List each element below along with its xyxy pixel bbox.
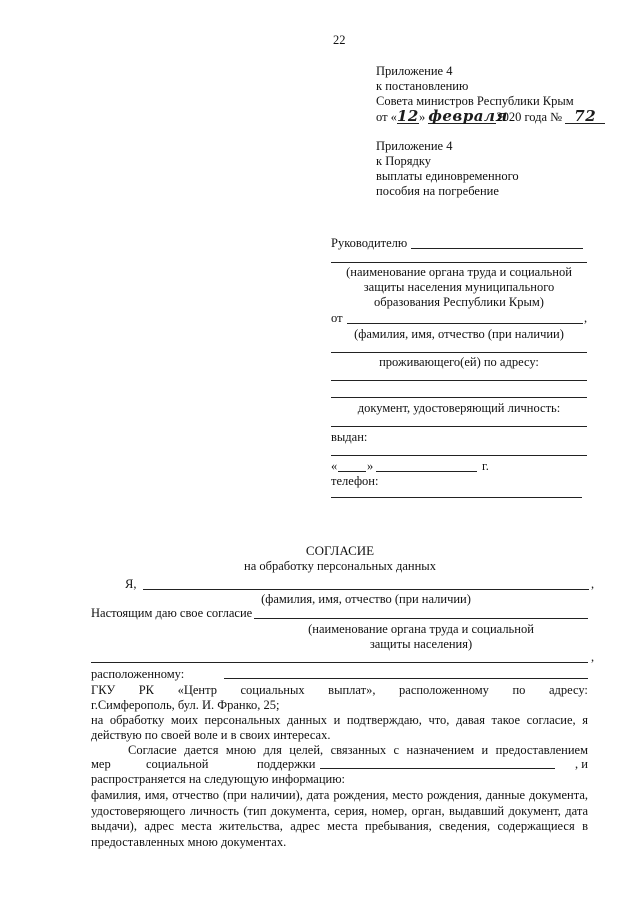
i-label: Я, bbox=[125, 577, 137, 591]
address-line-2[interactable] bbox=[331, 397, 587, 398]
consent-org-hint-1: (наименование органа труда и социальной bbox=[308, 622, 534, 636]
org-fill-line[interactable] bbox=[331, 262, 587, 263]
consent-org-line[interactable] bbox=[254, 618, 588, 619]
address-label: проживающего(ей) по адресу: bbox=[379, 355, 539, 369]
from-fill-line[interactable] bbox=[347, 323, 583, 324]
gku-word: РК bbox=[138, 683, 155, 697]
appendix2-line1: Приложение 4 bbox=[376, 139, 453, 153]
processing-line-1: на обработку моих персональных данных и подтверждаю, что, давая такое согласие, я bbox=[91, 713, 588, 727]
doc-label: документ, удостоверяющий личность: bbox=[357, 401, 561, 415]
gku-line bbox=[91, 683, 588, 697]
located-label: расположенному: bbox=[91, 667, 185, 681]
give-consent-label: Настоящим даю свое согласие bbox=[91, 606, 253, 620]
issued-line[interactable] bbox=[331, 455, 587, 456]
phone-line[interactable] bbox=[331, 497, 582, 498]
handwritten-day: 12 bbox=[397, 107, 419, 125]
date-close-quote: » bbox=[367, 459, 374, 473]
handwritten-month: февраля bbox=[428, 107, 508, 125]
org-hint-3: образования Республики Крым) bbox=[374, 295, 544, 309]
gku-word: расположенному bbox=[399, 683, 489, 697]
appendix1-date-line bbox=[376, 109, 605, 124]
date-prefix: от « bbox=[376, 110, 397, 124]
org-hint-2: защиты населения муниципального bbox=[363, 280, 555, 294]
org-hint-1: (наименование органа труда и социальной bbox=[346, 265, 572, 279]
gku-word: ГКУ bbox=[91, 683, 116, 697]
address-text: г.Симферополь, бул. И. Франко, 25; bbox=[91, 698, 280, 712]
issued-month-line[interactable] bbox=[376, 471, 477, 472]
issued-label: выдан: bbox=[331, 430, 368, 444]
date-open-quote: « bbox=[331, 459, 338, 473]
from-label: от bbox=[331, 311, 343, 325]
consent-org-line-2[interactable] bbox=[91, 662, 588, 663]
doc-line[interactable] bbox=[331, 426, 587, 427]
gku-word: по bbox=[512, 683, 526, 697]
appendix2-line3: выплаты единовременного bbox=[376, 169, 519, 183]
consent-title: СОГЛАСИЕ bbox=[305, 543, 375, 558]
purpose-word-measures: мер bbox=[91, 757, 111, 771]
spread-line: распространяется на следующую информацию: bbox=[91, 772, 346, 786]
consent-subtitle: на обработку персональных данных bbox=[244, 559, 436, 573]
appendix1-line2: к постановлению bbox=[376, 79, 469, 93]
phone-label: телефон: bbox=[331, 474, 379, 488]
consent-fio-comma: , bbox=[591, 577, 595, 591]
gku-word: «Центр bbox=[177, 683, 217, 697]
gku-word: выплат», bbox=[328, 683, 376, 697]
support-fill-line[interactable] bbox=[320, 768, 555, 769]
appendix2-line4: пособия на погребение bbox=[376, 184, 499, 198]
info-paragraph: фамилия, имя, отчество (при наличии), дата рождения, место рождения, данные документа, удостоверяющего личность (тип документа, серия, номер, орган, выдавший документ, дата выдачи), адрес места жительства, адрес места пребывания, сведения, содержащиеся в предоставленных мною документах. bbox=[91, 788, 588, 849]
appendix2-line2: к Порядку bbox=[376, 154, 431, 168]
consent-fio-line[interactable] bbox=[143, 589, 589, 590]
purpose-line-1: Согласие дается мною для целей, связанных с назначением и предоставлением bbox=[128, 743, 588, 757]
date-mid: » bbox=[418, 110, 426, 124]
purpose-comma-and: , и bbox=[575, 757, 588, 771]
address-line-1[interactable] bbox=[331, 380, 587, 381]
handwritten-number: 72 bbox=[565, 109, 605, 124]
fio-hint: (фамилия, имя, отчество (при наличии) bbox=[354, 327, 564, 341]
located-line[interactable] bbox=[224, 678, 588, 679]
consent-fio-hint: (фамилия, имя, отчество (при наличии) bbox=[261, 592, 471, 606]
to-label: Руководителю bbox=[331, 236, 408, 250]
date-year: 2020 года № bbox=[496, 110, 563, 124]
appendix1-line1: Приложение 4 bbox=[376, 64, 453, 78]
to-fill-line[interactable] bbox=[411, 248, 583, 249]
consent-org-comma: , bbox=[591, 650, 595, 664]
purpose-word-support: поддержки bbox=[257, 757, 316, 771]
processing-line-2: действую по своей воле и в своих интересах. bbox=[91, 728, 331, 742]
gku-word: социальных bbox=[240, 683, 305, 697]
issued-day-line[interactable] bbox=[338, 471, 366, 472]
year-suffix: г. bbox=[482, 459, 489, 473]
gku-word: адресу: bbox=[548, 683, 588, 697]
consent-org-hint-2: защиты населения) bbox=[369, 637, 473, 651]
page-number: 22 bbox=[333, 33, 346, 47]
purpose-line-2 bbox=[91, 757, 588, 771]
fio-extra-line[interactable] bbox=[331, 352, 587, 353]
purpose-word-social: социальной bbox=[146, 757, 209, 771]
from-comma: , bbox=[584, 311, 588, 325]
appendix1-line3: Совета министров Республики Крым bbox=[376, 94, 574, 108]
